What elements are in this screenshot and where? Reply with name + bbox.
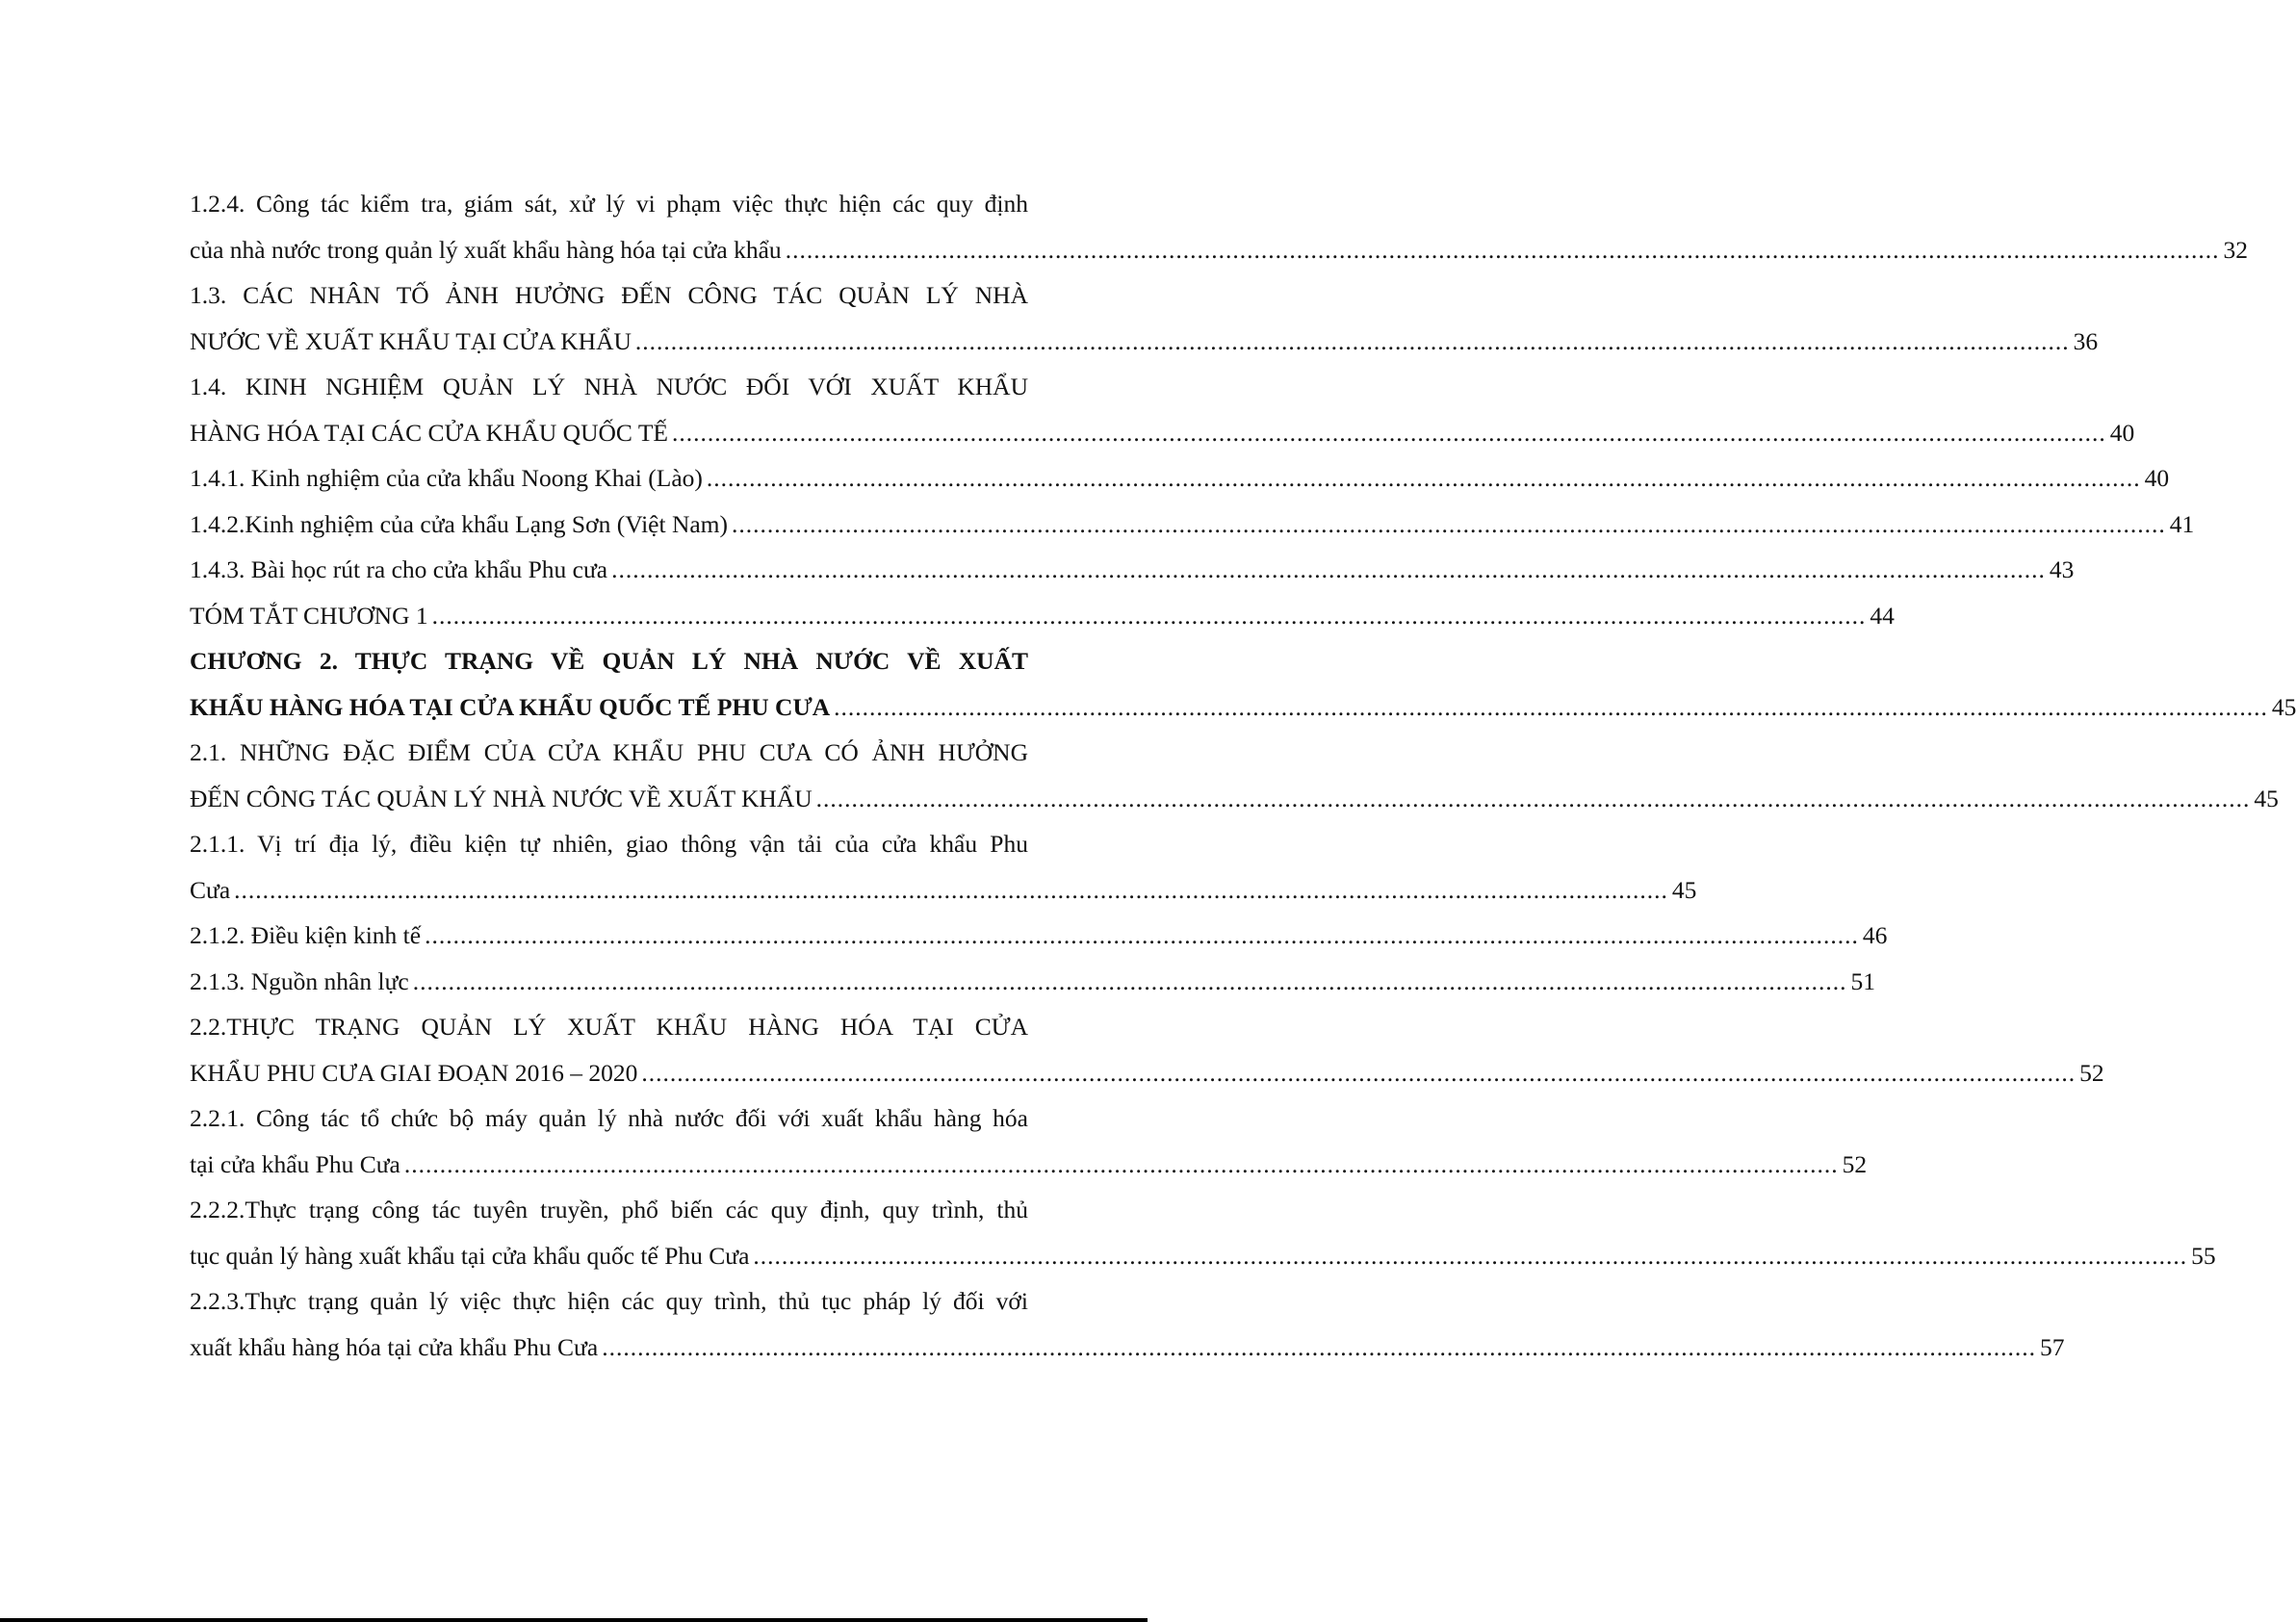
page-number: 52 — [2079, 1058, 2104, 1087]
toc-entry-last-line — [190, 1142, 1868, 1188]
toc-entry-last-line — [190, 227, 2248, 273]
toc-entry-title: 1.4.1. Kinh nghiệm của cửa khẩu Noong Khai (Lào) — [190, 464, 703, 492]
toc-entry-title: 2.1.2. Điều kiện kinh tế — [190, 921, 422, 949]
dot-leader — [404, 1142, 1839, 1188]
toc-entry-last-line — [190, 867, 1697, 914]
toc-entry-line: 2.2.2.Thực trạng công tác tuyên truyền, phổ biến các quy định, quy trình, thủ — [190, 1196, 1028, 1223]
dot-leader — [602, 1325, 2036, 1371]
toc-entry-title: KHẨU PHU CƯA GIAI ĐOẠN 2016 – 2020 — [190, 1058, 638, 1087]
toc-entry-title: 1.4.3. Bài học rút ra cho cửa khẩu Phu cưa — [190, 555, 608, 583]
toc-entry-title: TÓM TẮT CHƯƠNG 1 — [190, 601, 428, 630]
toc-entry[interactable] — [190, 1278, 2065, 1370]
toc-entry-title: 1.4.2.Kinh nghiệm của cửa khẩu Lạng Sơn (Việt Nam) — [190, 509, 729, 538]
page-number: 43 — [2049, 555, 2075, 583]
toc-entry[interactable] — [190, 593, 1895, 639]
page-number: 41 — [2169, 509, 2195, 538]
dot-leader — [707, 455, 2141, 502]
dot-leader — [234, 867, 1668, 914]
toc-entry[interactable] — [190, 730, 2279, 821]
toc-entry-line: 1.3. CÁC NHÂN TỐ ẢNH HƯỞNG ĐẾN CÔNG TÁC QUẢN LÝ NHÀ — [190, 281, 1028, 309]
page-number: 51 — [1850, 966, 1875, 995]
dot-leader — [753, 1233, 2187, 1279]
toc-entry-line: 1.4. KINH NGHIỆM QUẢN LÝ NHÀ NƯỚC ĐỐI VỚI XUẤT KHẨU — [190, 373, 1028, 400]
page-number: 44 — [1870, 601, 1895, 630]
dot-leader — [611, 547, 2046, 593]
toc-entry[interactable] — [190, 272, 2099, 364]
toc-entry-last-line — [190, 959, 1875, 1005]
toc-entry[interactable] — [190, 821, 1697, 913]
page-bottom-edge — [0, 1618, 1148, 1622]
dot-leader — [672, 410, 2106, 456]
toc-entry-last-line — [190, 776, 2279, 822]
dot-leader — [641, 1050, 2076, 1096]
toc-entry[interactable] — [190, 959, 1875, 1005]
toc-entry-last-line — [190, 547, 2075, 593]
toc-entry[interactable] — [190, 913, 1888, 959]
page-number: 40 — [2144, 464, 2170, 492]
toc-entry[interactable] — [190, 455, 2170, 502]
toc-entry-line: 2.2.3.Thực trạng quản lý việc thực hiện các quy trình, thủ tục pháp lý đối với — [190, 1287, 1028, 1315]
toc-entry-title: của nhà nước trong quản lý xuất khẩu hàng hóa tại cửa khẩu — [190, 235, 782, 264]
page-number: 45 — [1671, 875, 1697, 904]
toc-entry-title: tại cửa khẩu Phu Cưa — [190, 1149, 400, 1178]
page-number: 46 — [1862, 921, 1888, 949]
toc-entry-last-line — [190, 455, 2170, 502]
toc-entry-line: 2.1. NHỮNG ĐẶC ĐIỂM CỦA CỬA KHẨU PHU CƯA CÓ ẢNH HƯỞNG — [190, 738, 1028, 766]
toc-entry-title: 2.1.3. Nguồn nhân lực — [190, 966, 409, 995]
dot-leader — [732, 502, 2166, 548]
toc-entry[interactable] — [190, 502, 2195, 548]
toc-entry-last-line — [190, 684, 2296, 731]
toc-entry-line: 1.2.4. Công tác kiểm tra, giám sát, xử lý vi phạm việc thực hiện các quy định — [190, 190, 1028, 218]
page-number: 32 — [2223, 235, 2248, 264]
page-number: 45 — [2254, 784, 2279, 812]
toc-entry-title: tục quản lý hàng xuất khẩu tại cửa khẩu quốc tế Phu Cưa — [190, 1241, 750, 1270]
toc-entry[interactable] — [190, 181, 2248, 272]
toc-entry-last-line — [190, 1050, 2104, 1096]
page-number: 45 — [2271, 692, 2296, 721]
toc-entry-last-line — [190, 913, 1888, 959]
toc-entry-title: xuất khẩu hàng hóa tại cửa khẩu Phu Cưa — [190, 1332, 599, 1361]
toc-entry[interactable] — [190, 1095, 1868, 1187]
toc-entry-last-line — [190, 319, 2099, 365]
toc-entry-line: CHƯƠNG 2. THỰC TRẠNG VỀ QUẢN LÝ NHÀ NƯỚC VỀ XUẤT — [190, 647, 1028, 675]
toc-entry-last-line — [190, 1325, 2065, 1371]
page-number: 40 — [2109, 418, 2135, 447]
toc-entry[interactable] — [190, 364, 2135, 455]
page-number: 55 — [2191, 1241, 2216, 1270]
dot-leader — [635, 319, 2070, 365]
page-number: 52 — [1842, 1149, 1868, 1178]
toc-entry-line: 2.2.1. Công tác tổ chức bộ máy quản lý nhà nước đối với xuất khẩu hàng hóa — [190, 1104, 1028, 1132]
toc-entry-title: NƯỚC VỀ XUẤT KHẨU TẠI CỬA KHẨU — [190, 326, 632, 355]
dot-leader — [413, 959, 1847, 1005]
page-number: 36 — [2073, 326, 2099, 355]
toc-entry-title: HÀNG HÓA TẠI CÁC CỬA KHẨU QUỐC TẾ — [190, 418, 668, 447]
dot-leader — [786, 227, 2220, 273]
toc-entry[interactable] — [190, 638, 2296, 730]
toc-entry-last-line — [190, 593, 1895, 639]
toc-entry-last-line — [190, 1233, 2216, 1279]
dot-leader — [425, 913, 1859, 959]
table-of-contents — [190, 181, 2296, 1370]
dot-leader — [432, 593, 1867, 639]
toc-entry-title: ĐẾN CÔNG TÁC QUẢN LÝ NHÀ NƯỚC VỀ XUẤT KHẨU — [190, 784, 813, 812]
toc-entry-line: 2.2.THỰC TRẠNG QUẢN LÝ XUẤT KHẨU HÀNG HÓA TẠI CỬA — [190, 1013, 1028, 1041]
toc-entry[interactable] — [190, 1004, 2104, 1095]
toc-entry-last-line — [190, 502, 2195, 548]
page-number: 57 — [2039, 1332, 2065, 1361]
toc-entry[interactable] — [190, 547, 2075, 593]
toc-entry-line: 2.1.1. Vị trí địa lý, điều kiện tự nhiên, giao thông vận tải của cửa khẩu Phu — [190, 830, 1028, 858]
dot-leader — [816, 776, 2251, 822]
toc-entry-title: KHẨU HÀNG HÓA TẠI CỬA KHẨU QUỐC TẾ PHU CƯA — [190, 692, 831, 721]
toc-entry[interactable] — [190, 1187, 2216, 1278]
dot-leader — [834, 684, 2268, 731]
toc-entry-title: Cưa — [190, 875, 231, 904]
toc-entry-last-line — [190, 410, 2135, 456]
